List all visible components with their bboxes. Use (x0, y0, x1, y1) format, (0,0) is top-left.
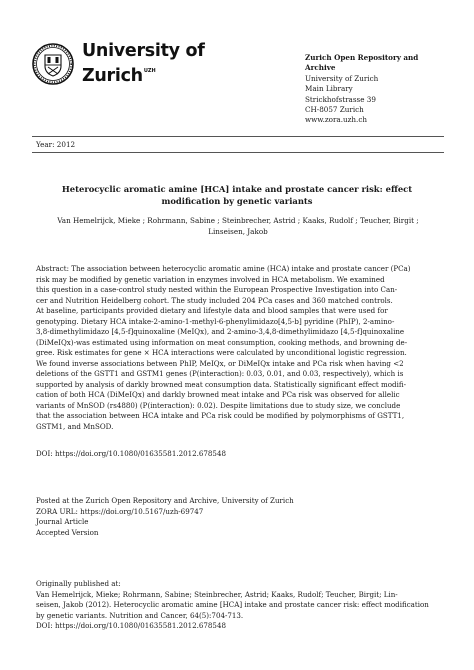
repository-name-line1: Zurich Open Repository and (305, 53, 419, 62)
abstract (36, 264, 440, 432)
citation-line: seisen, Jakob (2012). Heterocyclic aromatic amine [HCA] intake and prostate cancer risk: effect modification (36, 600, 429, 610)
title-line: modification by genetic variants (161, 196, 313, 206)
repository-name-line2: Archive (305, 63, 336, 73)
version-label: Accepted Version (36, 527, 99, 537)
year-label: Year: 2012 (36, 140, 76, 149)
address-line: Main Library (305, 84, 353, 94)
posted-line: Posted at the Zurich Open Repository and Archive, University of Zurich (36, 496, 294, 505)
title-line: Heterocyclic aromatic amine [HCA] intake and prostate cancer risk: effect (61, 184, 413, 194)
abstract-line: supported by analysis of darkly browned meat consumption data. Statistically significant effect modifi- (36, 379, 406, 389)
zora-url-link[interactable]: ZORA URL: https://doi.org/10.5167/uzh-69747 (36, 506, 204, 516)
address-line: Strickhofstrasse 39 (305, 94, 376, 104)
logo-mark: UZH (143, 68, 156, 74)
university-seal-icon (32, 43, 74, 85)
divider-bottom (32, 152, 444, 153)
logo-wordmark (82, 41, 205, 86)
citation-block (36, 579, 440, 632)
citation-doi-link[interactable]: DOI: https://doi.org/10.1080/01635581.2012.678548 (36, 621, 226, 631)
website-link[interactable]: www.zora.uzh.ch (305, 115, 367, 125)
abstract-line: At baseline, participants provided dietary and lifestyle data and blood samples that were used for (36, 306, 388, 315)
abstract-line: deletions of the GSTT1 and GSTM1 genes (P(interaction): 0.03, 0.01, and 0.03, respectively), which is (36, 369, 404, 378)
item-type: Journal Article (36, 517, 89, 527)
abstract-line: cation of both HCA (DiMeIQx) and darkly browned meat intake and PCa risk was observed for allelic (36, 390, 400, 399)
authors-line: Linseisen, Jakob (208, 227, 268, 236)
paper-title (48, 183, 426, 207)
abstract-line: risk may be modified by genetic variation in enzymes involved in HCA metabolism. We examined (36, 274, 385, 284)
authors-line: Van Hemelrijck, Mieke ; Rohrmann, Sabine ; Steinbrecher, Astrid ; Kaaks, Rudolf ; Teucher, Birgit ; (57, 216, 419, 225)
address-line: University of Zurich (305, 73, 379, 83)
logo-line2 (82, 61, 205, 86)
logo-line1: University of (82, 41, 205, 61)
abstract-line: 3,8-dimethylimidazo [4,5-f]quinoxaline (MeIQx), and 2-amino-3,4,8-dimethylimidazo [4,5-f]quinoxaline (36, 327, 405, 336)
citation-heading: Originally published at: (36, 579, 121, 588)
abstract-line: (DiMeIQx)-was estimated using information on meat consumption, cooking methods, and browning de- (36, 337, 408, 347)
citation-line: by genetic variants. Nutrition and Cancer, 64(5):704-713. (36, 610, 244, 620)
author-list (36, 215, 440, 237)
abstract-line: gree. Risk estimates for gene × HCA interactions were calculated by unconditional logistic regression. (36, 348, 407, 357)
abstract-line: We found inverse associations between PhIP, MeIQx, or DiMeIQx intake and PCa risk when having <2 (36, 358, 404, 368)
repository-address (305, 53, 445, 126)
abstract-line: this question in a case-control study nested within the European Prospective Investigation into Can- (36, 285, 398, 294)
address-line: CH-8057 Zurich (305, 105, 364, 115)
logo-line2-text: Zurich (82, 66, 143, 86)
citation-line: Van Hemelrijck, Mieke; Rohrmann, Sabine; Steinbrecher, Astrid; Kaaks, Rudolf; Teucher, Birgit; Lin- (36, 589, 398, 599)
doi-link[interactable]: DOI: https://doi.org/10.1080/01635581.2012.678548 (36, 449, 226, 458)
divider-top (32, 136, 444, 137)
abstract-line: genotyping. Dietary HCA intake-2-amino-1-methyl-6-phenylimidazo[4,5-b] pyridine (PhIP), 2-amino- (36, 316, 395, 326)
abstract-line: that the association between HCA intake and PCa risk could be modified by polymorphisms of GSTT1, (36, 411, 405, 420)
abstract-line: Abstract: The association between heterocyclic aromatic amine (HCA) intake and prostate cancer (PCa) (36, 264, 411, 273)
posting-info (36, 496, 294, 538)
abstract-line: GSTM1, and MnSOD. (36, 421, 114, 431)
abstract-line: variants of MnSOD (rs4880) (P(interaction): 0.02). Despite limitations due to study size, we conclude (36, 400, 401, 410)
university-logo (32, 41, 205, 86)
abstract-line: cer and Nutrition Heidelberg cohort. The study included 204 PCa cases and 360 matched controls. (36, 295, 393, 305)
